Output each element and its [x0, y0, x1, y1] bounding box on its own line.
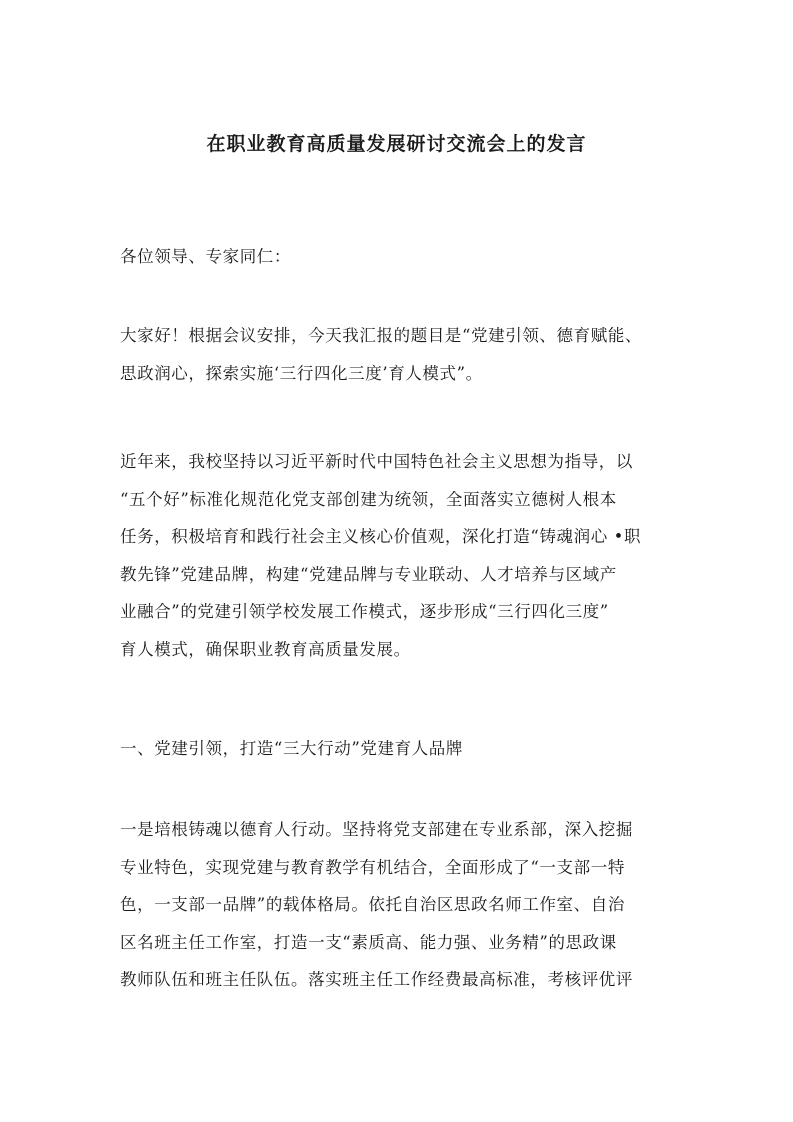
intro-line: 近年来，我校坚持以习近平新时代中国特色社会主义思想为指导，以	[120, 452, 633, 471]
intro-line: 育人模式，确保职业教育高质量发展。	[120, 639, 411, 659]
document-title: 在职业教育高质量发展研讨交流会上的发言	[206, 133, 587, 155]
section-heading-text: 一、党建引领，打造“三大行动”党建育人品牌	[120, 739, 463, 758]
body-line: 一是培根铸魂以德育人行动。坚持将党支部建在专业系部，深入挖掘	[120, 820, 633, 839]
body-line: 专业特色，实现党建与教育教学有机结合，全面形成了“一支部一特	[120, 857, 625, 877]
section-body-paragraph	[120, 811, 675, 999]
intro-paragraph	[120, 443, 675, 668]
greeting-line: 思政润心，探索实施‘三行四化三度’育人模式”。	[120, 363, 483, 383]
greeting-line: 大家好！根据会议安排，今天我汇报的题目是“党建引领、德育赋能、	[120, 326, 643, 345]
body-line: 色，一支部一品牌”的载体格局。依托自治区思政名师工作室、自治	[120, 895, 625, 914]
intro-line: “五个好”标准化规范化党支部创建为统领，全面落实立德树人根本	[120, 489, 617, 509]
intro-line: 业融合”的党建引领学校发展工作模式，逐步形成“三行四化三度”	[120, 602, 609, 621]
intro-line: 任务，积极培育和践行社会主义核心价值观，深化打造“铸魂润心 •职	[120, 527, 642, 546]
body-line: 教师队伍和班主任队伍。落实班主任工作经费最高标准，考核评优评	[120, 970, 633, 989]
section-heading	[120, 730, 675, 768]
salutation	[120, 238, 675, 276]
intro-line: 教先锋”党建品牌，构建“党建品牌与专业联动、人才培养与区域产	[120, 564, 617, 584]
salutation-line: 各位领导、专家同仁：	[120, 247, 291, 266]
body-line: 区名班主任工作室，打造一支“素质高、能力强、业务精”的思政课	[120, 932, 617, 952]
greeting-paragraph	[120, 317, 675, 392]
